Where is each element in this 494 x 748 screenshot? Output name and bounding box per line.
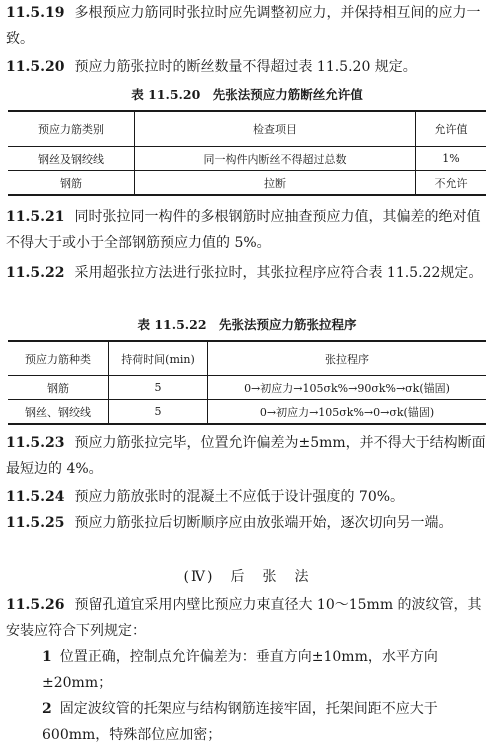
table-row <box>8 171 486 196</box>
broken-wire-table <box>8 110 486 196</box>
table-cell: 0→初应力→105σk%→0→σk(锚固) <box>208 400 487 425</box>
item-text: 固定波纹管的托架应与结构钢筋连接牢固，托架间距不应大于 600mm，特殊部位应加密； <box>42 701 438 743</box>
clause-text: 预应力筋放张时的混凝土不应低于设计强度的 70%。 <box>74 489 405 505</box>
table-cell: 不允许 <box>416 171 487 196</box>
clause-text: 同时张拉同一构件的多根钢筋时应抽查预应力值，其偏差的绝对值不得大于或小于全部钢筋预应力值的 5%。 <box>6 209 481 251</box>
clause-number: 11.5.24 <box>6 489 65 505</box>
clause-11-5-21 <box>6 204 488 256</box>
table-header-cell: 张拉程序 <box>208 341 487 376</box>
clause-text: 多根预应力筋同时张拉时应先调整初应力，并保持相互间的应力一致。 <box>6 5 481 47</box>
tensioning-procedure-table <box>8 340 486 425</box>
table-header-cell: 预应力筋种类 <box>8 341 109 376</box>
table-cell: 同一构件内断丝不得超过总数 <box>135 147 416 171</box>
clause-text: 采用超张拉方法进行张拉时，其张拉程序应符合表 11.5.22规定。 <box>74 265 483 281</box>
table-row <box>8 376 486 400</box>
table-row <box>8 400 486 425</box>
table-cell: 钢筋 <box>8 376 109 400</box>
clause-11-5-23 <box>6 430 488 482</box>
table-cell: 钢丝、钢绞线 <box>8 400 109 425</box>
item-number: 2 <box>42 701 52 717</box>
table-cell: 钢丝及钢绞线 <box>8 147 135 171</box>
item-number: 1 <box>42 649 52 665</box>
table-row <box>8 147 486 171</box>
table-header-cell: 检查项目 <box>135 111 416 147</box>
clause-number: 11.5.26 <box>6 597 65 613</box>
table-cell: 0→初应力→105σk%→90σk%→σk(锚固) <box>208 376 487 400</box>
item-text: 位置正确，控制点允许偏差为：垂直方向±10mm，水平方向±20mm； <box>42 649 438 691</box>
clause-11-5-22 <box>6 260 488 286</box>
clause-text: 预应力筋张拉完毕，位置允许偏差为±5mm，并不得大于结构断面最短边的 4%。 <box>6 435 486 477</box>
clause-number: 11.5.25 <box>6 515 65 531</box>
table-header-row <box>8 111 486 147</box>
table-header-cell: 预应力筋类别 <box>8 111 135 147</box>
clause-11-5-24 <box>6 484 488 510</box>
table-header-cell: 允许值 <box>416 111 487 147</box>
section-heading: (Ⅳ) 后 张 法 <box>183 569 311 585</box>
table-header-row <box>8 341 486 376</box>
clause-number: 11.5.22 <box>6 265 65 281</box>
clause-number: 11.5.19 <box>6 5 65 21</box>
table-caption: 表 11.5.20 先张法预应力筋断丝允许值 <box>131 87 363 102</box>
clause-text: 预应力筋张拉时的断丝数量不得超过表 11.5.20 规定。 <box>74 59 417 75</box>
clause-11-5-19 <box>6 0 488 52</box>
table-cell: 5 <box>109 400 208 425</box>
clause-11-5-20 <box>6 54 488 80</box>
table-cell: 钢筋 <box>8 171 135 196</box>
table-cell: 1% <box>416 147 487 171</box>
table-caption: 表 11.5.22 先张法预应力筋张拉程序 <box>137 317 357 332</box>
table-cell: 5 <box>109 376 208 400</box>
list-item <box>6 644 488 696</box>
clause-number: 11.5.20 <box>6 59 65 75</box>
list-item <box>6 696 488 748</box>
clause-text: 预应力筋张拉后切断顺序应由放张端开始，逐次切向另一端。 <box>74 515 453 531</box>
clause-11-5-26 <box>6 592 488 644</box>
clause-text: 预留孔道宜采用内壁比预应力束直径大 10～15mm 的波纹管，其安装应符合下列规定： <box>6 597 482 639</box>
clause-number: 11.5.23 <box>6 435 65 451</box>
clause-11-5-25 <box>6 510 488 536</box>
clause-number: 11.5.21 <box>6 209 65 225</box>
table-cell: 拉断 <box>135 171 416 196</box>
table-header-cell: 持荷时间(min) <box>109 341 208 376</box>
